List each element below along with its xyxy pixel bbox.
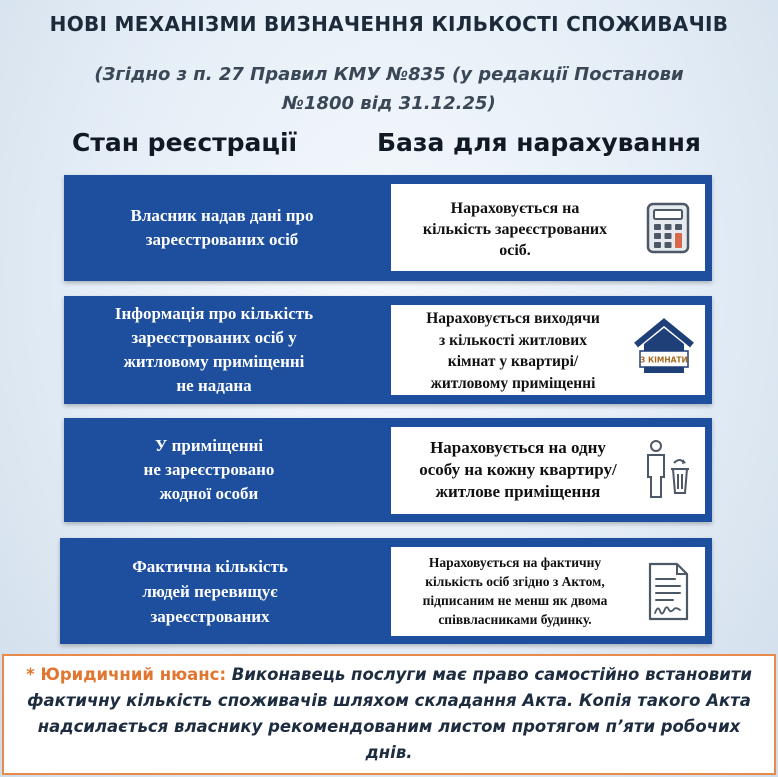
row-basis-text: Нараховується на фактичну кількість осіб згідно з Актом, підписаним не менш як двома співвласниками будинку. (422, 555, 608, 627)
row-nobody-registered (64, 418, 712, 522)
column-header-basis: База для нарахування (377, 128, 701, 157)
column-header-registration: Стан реєстрації (72, 128, 298, 157)
legal-note (14, 662, 764, 766)
legal-note-box (2, 654, 776, 775)
row-status-text: Фактична кількість людей перевищує зареєстрованих (132, 556, 288, 626)
calculator-icon (645, 202, 691, 254)
subtitle-line-2: №1800 від 31.12.25) (282, 93, 496, 114)
row-basis-text: Нараховується виходячи з кількості житлових кімнат у квартирі/ житловому приміщенні (426, 310, 600, 392)
house-icon-label: 3 КІМНАТИ (640, 355, 688, 365)
person-bin-icon (641, 439, 693, 501)
row-basis-text: Нараховується на одну особу на кожну квартиру/ житлове приміщення (419, 438, 617, 501)
page-title: НОВІ МЕХАНІЗМИ ВИЗНАЧЕННЯ КІЛЬКОСТІ СПОЖИВАЧІВ (49, 12, 729, 36)
subtitle-line-1: (Згідно з п. 27 Правил КМУ №835 (у редакції Постанови (94, 64, 684, 85)
row-actual-exceeds-registered (60, 538, 712, 644)
house-icon (632, 317, 696, 377)
row-status-text: Інформація про кількість зареєстрованих осіб у житловому приміщенні не надана (114, 304, 314, 395)
legal-note-label: * Юридичний нюанс: (26, 665, 227, 684)
row-no-registration-info (64, 296, 712, 404)
row-basis-card (391, 184, 705, 271)
legal-note-text: Виконавець послуги має право самостійно встановити фактичну кількість споживачів шляхом складання Акта. Копія такого Акта надсилається власнику рекомендованим листом протягом п’яти робочих днів. (27, 665, 752, 762)
signed-document-icon (645, 561, 695, 623)
row-basis-card (391, 547, 705, 636)
row-basis-card (391, 427, 705, 514)
row-owner-provided-data (64, 175, 712, 281)
row-basis-text: Нараховується на кількість зареєстрованих осіб. (422, 200, 608, 259)
row-status-text: У приміщенні не зареєстровано жодної особи (143, 436, 275, 503)
row-status-text: Власник надав дані про зареєстрованих осіб (130, 206, 314, 249)
row-basis-card (391, 305, 705, 395)
page-subtitle (40, 60, 738, 118)
